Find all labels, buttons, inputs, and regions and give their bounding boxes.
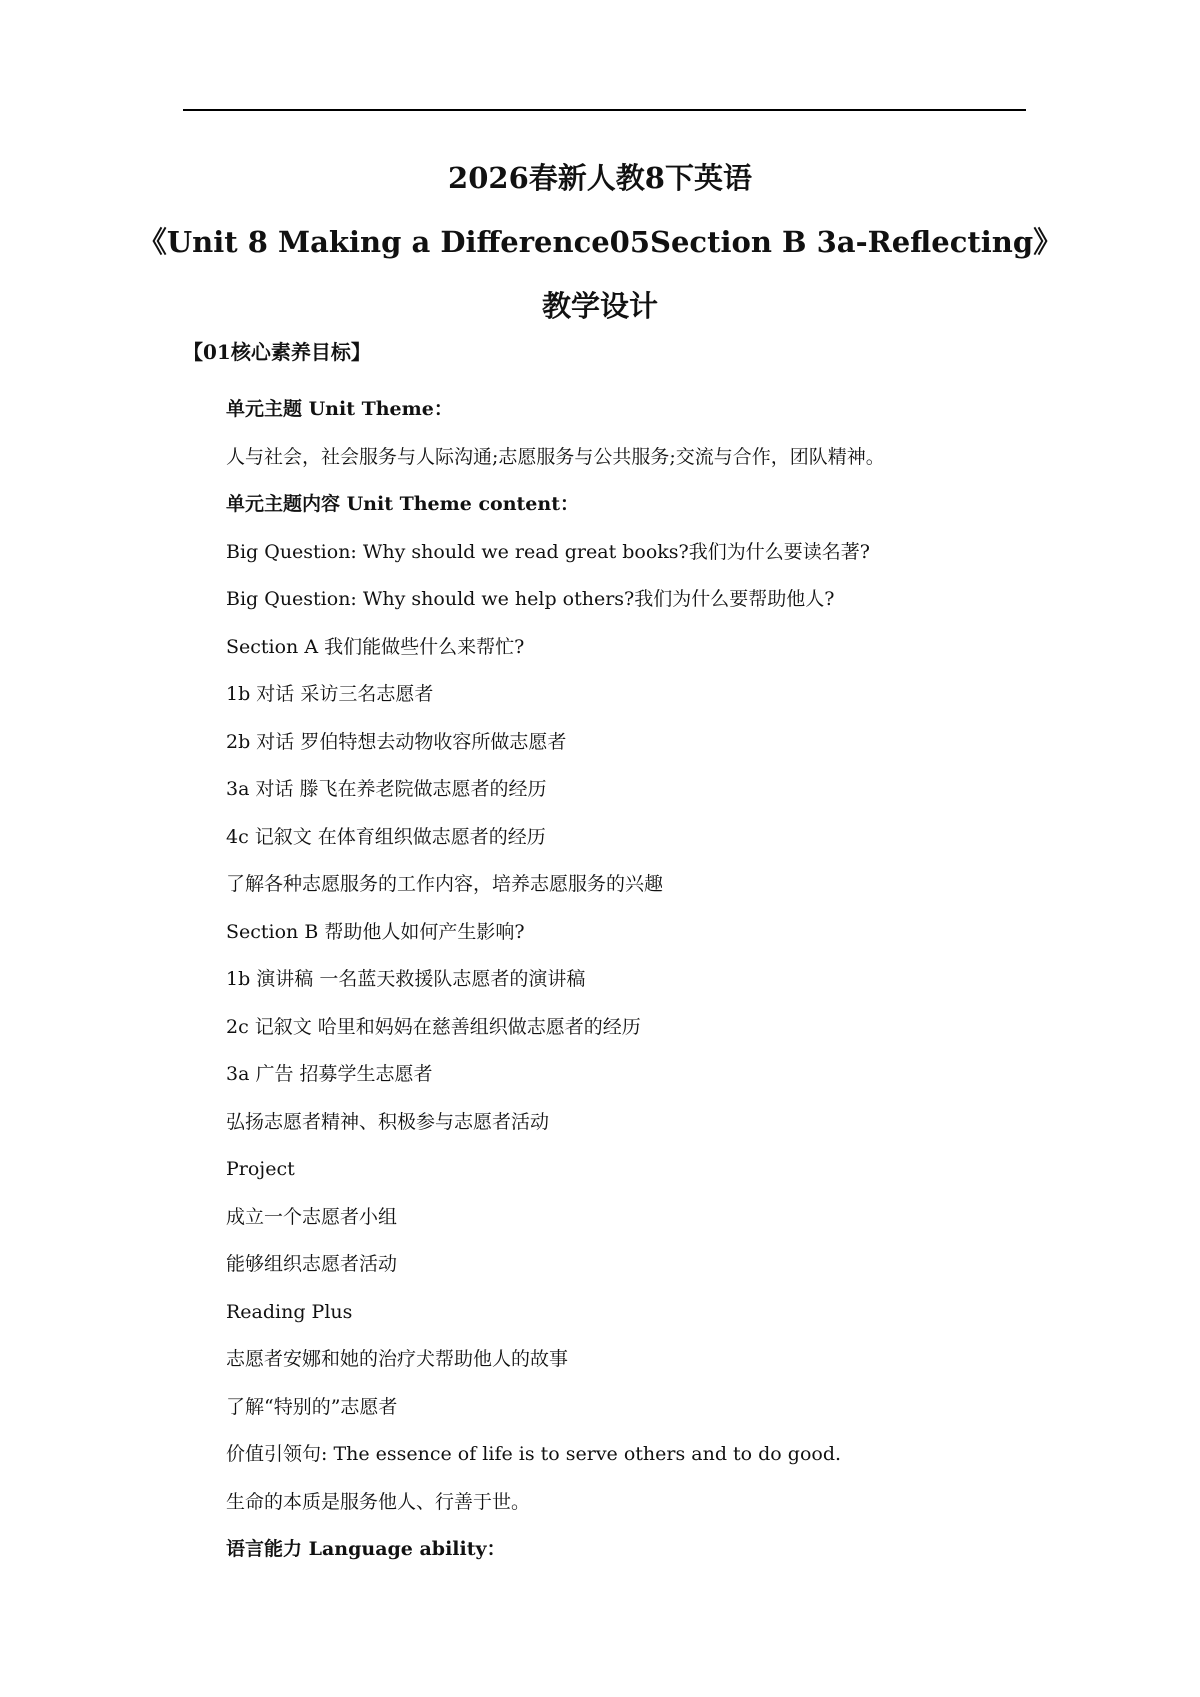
text-line: 1b 演讲稿 一名蓝天救援队志愿者的演讲稿 <box>226 968 586 990</box>
text-line: 1b 对话 采访三名志愿者 <box>226 683 434 705</box>
text-line: 了解“特别的”志愿者 <box>226 1395 398 1418</box>
section-heading: 【01核心素养目标】 <box>183 340 371 364</box>
document-title-line-2: 《Unit 8 Making a Difference05Section B 3a-Reflecting》 <box>137 225 1063 259</box>
text-line: 能够组织志愿者活动 <box>226 1253 398 1275</box>
text-line: 价值引领句: The essence of life is to serve others and to do good. <box>226 1443 842 1465</box>
text-line: 人与社会，社会服务与人际沟通;志愿服务与公共服务;交流与合作，团队精神。 <box>226 445 885 468</box>
body-text <box>226 395 1126 1583</box>
document-title-line-1: 2026春新人教8下英语 <box>448 161 752 195</box>
text-line: 3a 对话 滕飞在养老院做志愿者的经历 <box>226 778 547 800</box>
text-line: 了解各种志愿服务的工作内容，培养志愿服务的兴趣 <box>226 873 664 895</box>
text-line: 4c 记叙文 在体育组织做志愿者的经历 <box>226 825 546 848</box>
text-line: Section A 我们能做些什么来帮忙? <box>226 635 525 658</box>
text-line: 生命的本质是服务他人、行善于世。 <box>226 1490 531 1513</box>
text-line: Reading Plus <box>226 1300 353 1323</box>
text-line: Project <box>226 1158 295 1180</box>
text-line: Section B 帮助他人如何产生影响? <box>226 920 525 943</box>
document-title-line-3: 教学设计 <box>541 289 658 323</box>
header-rule <box>183 109 1026 111</box>
text-line: Big Question: Why should we help others?我们为什么要帮助他人? <box>226 588 835 610</box>
text-line: 2b 对话 罗伯特想去动物收容所做志愿者 <box>226 730 567 753</box>
text-line: 2c 记叙文 哈里和妈妈在慈善组织做志愿者的经历 <box>226 1015 641 1038</box>
text-line: 弘扬志愿者精神、积极参与志愿者活动 <box>226 1110 550 1133</box>
subheading: 单元主题 Unit Theme： <box>226 398 453 420</box>
text-line: 成立一个志愿者小组 <box>226 1205 398 1228</box>
text-line: 志愿者安娜和她的治疗犬帮助他人的故事 <box>226 1348 569 1370</box>
subheading: 单元主题内容 Unit Theme content： <box>226 493 579 515</box>
text-line: 3a 广告 招募学生志愿者 <box>226 1063 433 1085</box>
subheading: 语言能力 Language ability： <box>226 1538 506 1560</box>
text-line: Big Question: Why should we read great books?我们为什么要读名著? <box>226 540 870 563</box>
